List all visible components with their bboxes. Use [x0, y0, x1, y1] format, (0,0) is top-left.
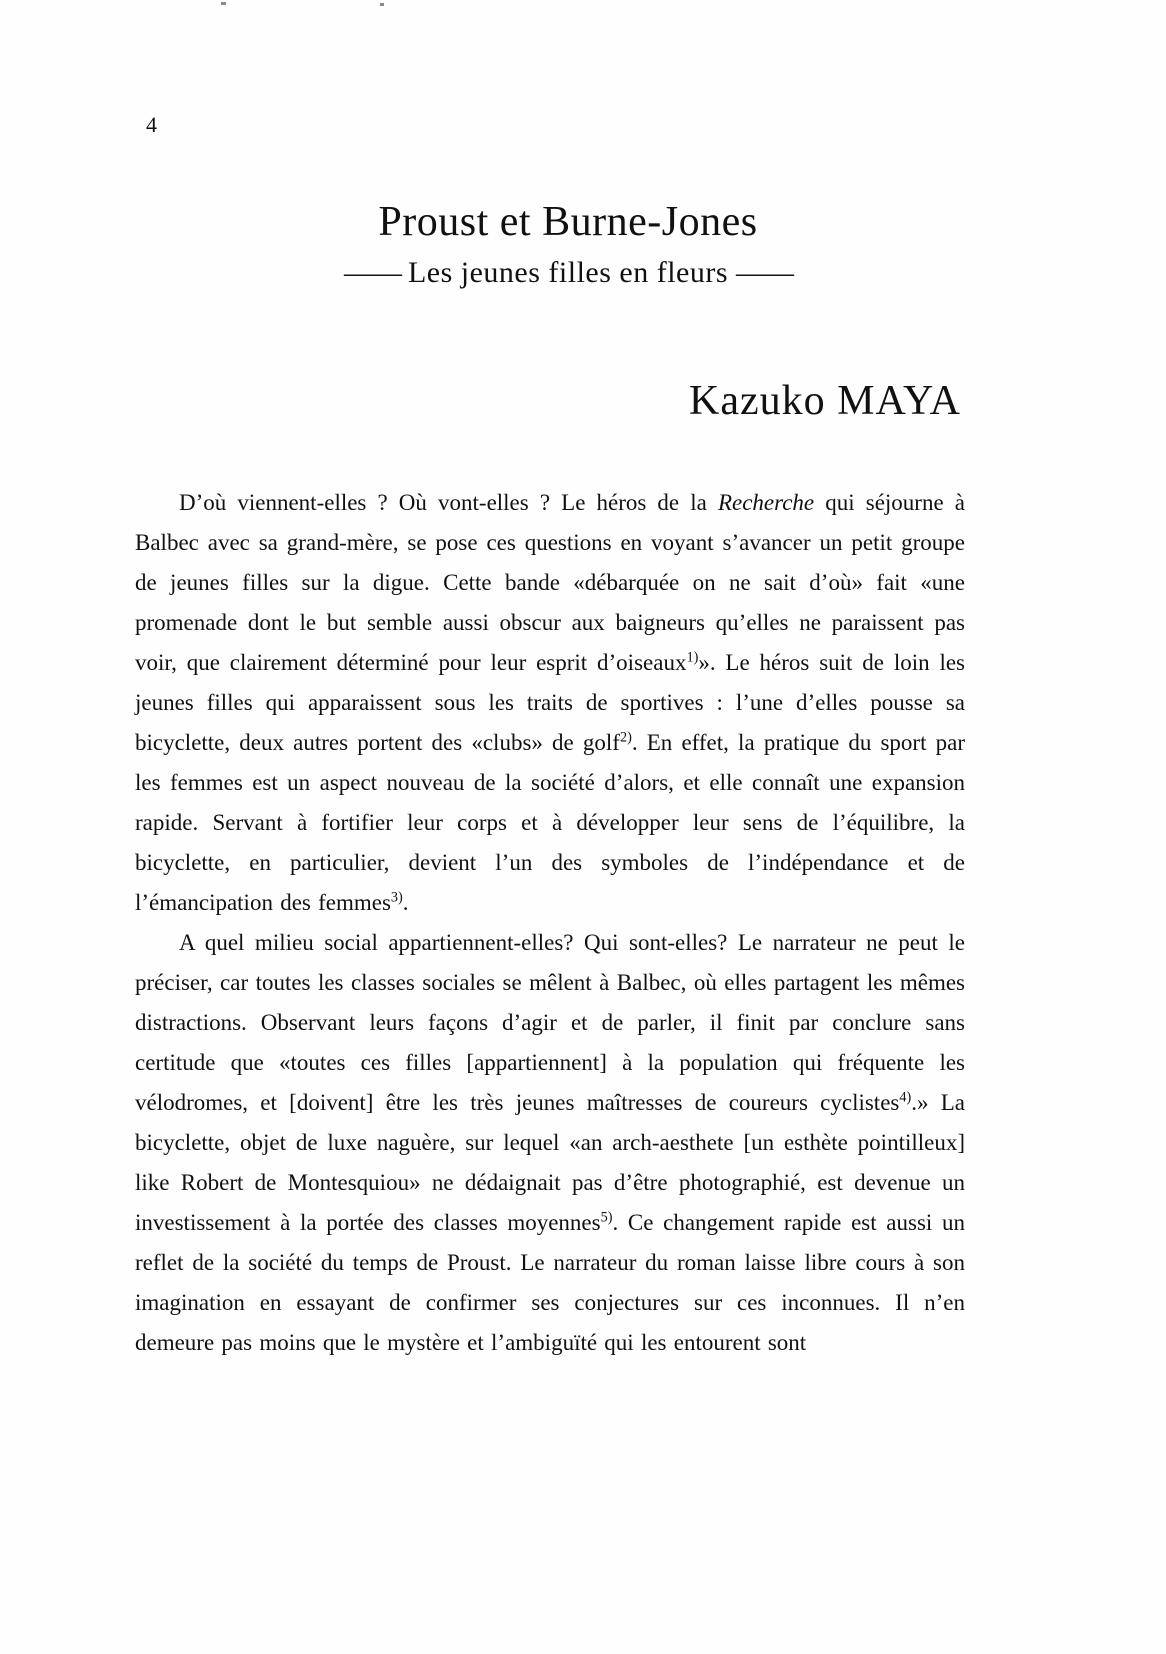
text-run: . [402, 890, 409, 916]
paragraph-2 [135, 923, 965, 1363]
subtitle-text: Les jeunes filles en fleurs [407, 256, 729, 290]
footnote-marker: 4) [899, 1089, 912, 1106]
article-title: Proust et Burne-Jones [378, 199, 758, 245]
text-run: A quel milieu social appartiennent-elles? Qui sont-elles? Le narrateur ne peut le préciser, car toutes les classes sociales se mêlent à Balbec, où elles partagent les mêmes distractions. Observant leurs façons d’agir et de parler, il finit par conclure sans certitude que «toutes ces filles [appartiennent] à la population qui fréquente les vélodromes, et [doivent] être les très jeunes maîtresses de coureurs cyclistes [135, 930, 965, 1116]
text-run: .» La bicyclette, objet de luxe naguère, sur lequel «an arch-aesthete [un esthète pointilleux] like Robert de Montesquiou» ne dédaignait pas d’être photographié, est devenue un investissement à la portée des classes moyennes [135, 1090, 965, 1236]
article-body [135, 483, 965, 1363]
italic-text: Recherche [717, 490, 815, 516]
text-run: . Ce changement rapide est aussi un reflet de la société du temps de Proust. Le narrateur du roman laisse libre cours à son imagination en essayant de confirmer ses conjectures sur ces inconnues. Il n’en demeure pas moins que le mystère et l’ambiguïté qui les entourent sont [135, 1210, 965, 1356]
article-subtitle [153, 256, 983, 291]
footnote-marker: 1) [686, 649, 699, 666]
paragraph-1 [135, 483, 965, 923]
subtitle-dash-right: —— [736, 256, 793, 290]
text-run: qui séjourne à Balbec avec sa grand-mère, se pose ces questions en voyant s’avancer un petit groupe de jeunes filles sur la digue. Cette bande «débarquée on ne sait d’où» fait «une promenade dont le but semble aussi obscur aux baigneurs qu’elles ne paraissent pas voir, que clairement déterminé pour leur esprit d’oiseaux [135, 490, 965, 676]
page-number: 4 [146, 112, 157, 137]
text-run: D’où viennent-elles ? Où vont-elles ? Le héros de la [179, 490, 718, 516]
title-block [153, 198, 983, 291]
footnote-marker: 5) [600, 1209, 613, 1226]
text-run: ». Le héros suit de loin les jeunes filles qui apparaissent sous les traits de sportives : l’une d’elles pousse sa bicyclette, deux autres portent des «clubs» de golf [135, 650, 965, 756]
subtitle-dash-left: —— [343, 256, 400, 290]
text-column [135, 0, 965, 1363]
footnote-marker: 2) [619, 729, 632, 746]
footnote-marker: 3) [390, 889, 403, 906]
author-name: Kazuko MAYA [689, 377, 961, 424]
text-run: . En effet, la pratique du sport par les femmes est un aspect nouveau de la société d’alors, et elle connaît une expansion rapide. Servant à fortifier leur corps et à développer leur sens de l’équilibre, la bicyclette, en particulier, devient l’un des symboles de l’indépendance et de l’émancipation des femmes [135, 730, 965, 916]
